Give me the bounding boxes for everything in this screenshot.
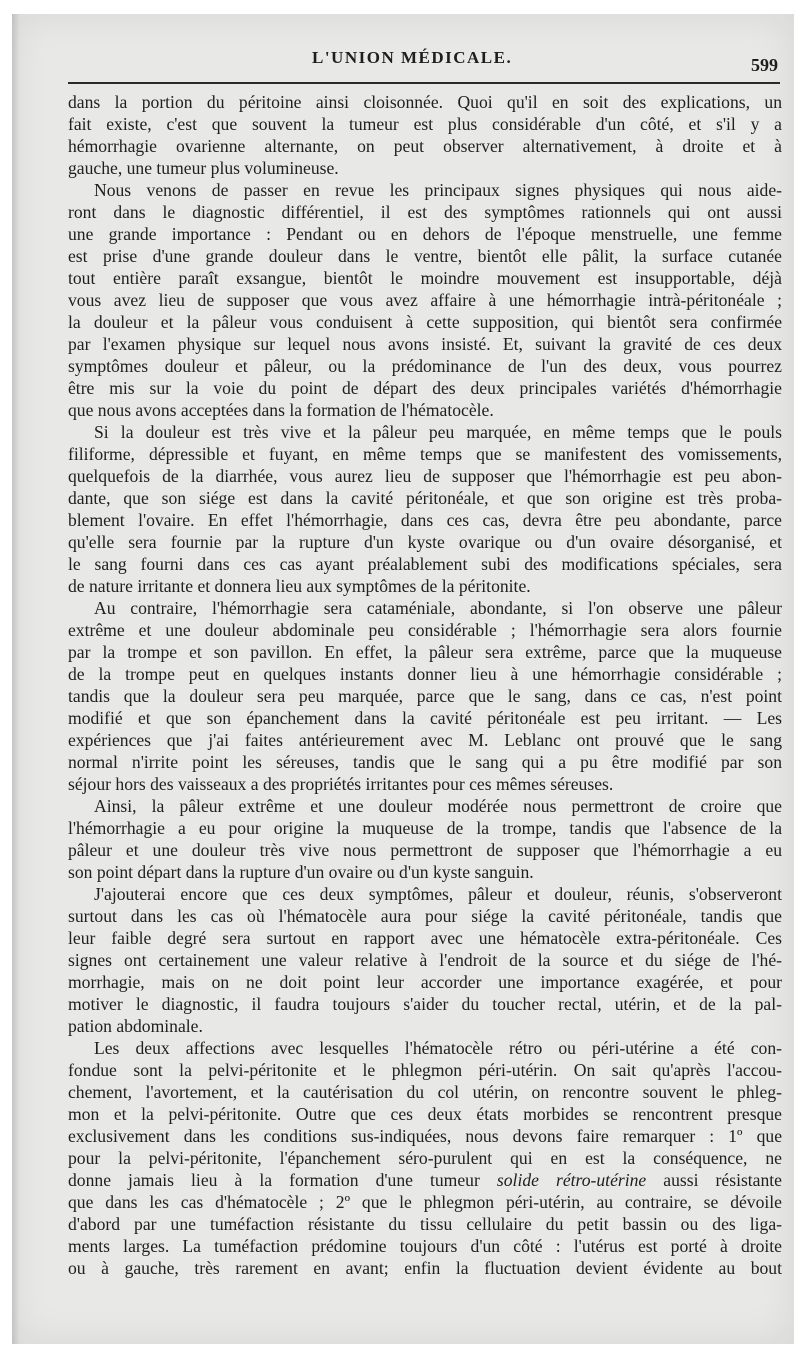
text-line: tandis que la douleur sera peu marquée, parce que le sang, dans ce cas, n'est point [68,686,782,706]
text-line: de la trompe peut en quelques instants donner lieu à une hémorrhagie considérable ; [68,664,782,684]
text-line: séjour hors des vaisseaux a des propriétés irritantes pour ces mêmes séreuses. [68,774,614,794]
text-line: Les deux affections avec lesquelles l'hématocèle rétro ou péri-utérine a été con- [94,1038,782,1058]
page-header [12,42,794,82]
page-edge-shadow [12,14,20,1344]
text-line: le sang fourni dans ces cas ayant préalablement subi des modifications spéciales, sera [68,554,782,574]
text-line: pour la pelvi-péritonite, l'épanchement séro-purulent qui en est la conséquence, ne [68,1148,782,1168]
text-line: normal n'irrite point les séreuses, tandis que le sang qui a pu être modifié par son [68,752,782,772]
text-line: une grande importance : Pendant ou en dehors de l'époque menstruelle, une femme [68,224,782,244]
text-line: Au contraire, l'hémorrhagie sera cataméniale, abondante, si l'on observe une pâleur [94,598,782,618]
text-line: modifié et que son épanchement dans la cavité péritonéale est peu irritant. — Les [68,708,782,728]
text-line: ou à gauche, très rarement en avant; enfin la fluctuation devient évidente au bout [68,1258,782,1278]
text-line: mon et la pelvi-péritonite. Outre que ces deux états morbides se rencontrent presque [68,1104,782,1124]
body-text [68,91,782,1279]
text-line: ments larges. La tuméfaction prédomine toujours d'un côté : l'utérus est porté à droite [68,1236,782,1256]
text-line: son point départ dans la rupture d'un ovaire ou d'un kyste sanguin. [68,862,534,882]
book-page [12,14,794,1344]
italic-phrase: solide rétro-utérine [496,1170,647,1190]
text-line: blement l'ovaire. En effet l'hémorrhagie, dans ces cas, devra être peu abondante, parce [68,510,782,530]
running-title: L'UNION MÉDICALE. [312,48,513,67]
text-line: par la trompe et son pavillon. En effet, la pâleur sera extrême, parce que la muqueuse [68,642,782,662]
text-line: de nature irritante et donnera lieu aux symptômes de la péritonite. [68,576,531,596]
text-line: symptômes douleur et pâleur, ou la prédominance de l'un des deux, vous pourrez [68,356,782,376]
text-line: tout entière paraît exsangue, bientôt le moindre mouvement est insupportable, déjà [68,268,782,288]
text-line: qu'elle sera fournie par la rupture d'un kyste ovarique ou d'un ovaire désorganisé, et [68,532,782,552]
text-line: vous avez lieu de supposer que vous avez affaire à une hémorrhagie intrà-péritonéale ; [68,290,782,310]
text-line: expériences que j'ai faites antérieurement avec M. Leblanc ont prouvé que le sang [68,730,782,750]
text-line: gauche, une tumeur plus volumineuse. [68,158,339,178]
text-line: est prise d'une grande douleur dans le ventre, bientôt elle pâlit, la surface cutanée [68,246,782,266]
text-line: motiver le diagnostic, il faudra toujours s'aider du toucher rectal, utérin, et de la pal- [68,994,782,1014]
text-line: Nous venons de passer en revue les principaux signes physiques qui nous aide- [94,180,782,200]
text-line: d'abord par une tuméfaction résistante du tissu cellulaire du petit bassin ou des liga- [68,1214,782,1234]
text-line: chement, l'avortement, et la cautérisation du col utérin, on rencontre souvent le phleg- [68,1082,782,1102]
text-segment: aussi résistante [646,1170,782,1190]
page-number: 599 [751,55,778,75]
text-line: hémorrhagie ovarienne alternante, on peut observer alternativement, à droite et à [68,136,782,156]
text-line: J'ajouterai encore que ces deux symptômes, pâleur et douleur, réunis, s'observeront [94,884,782,904]
text-line: la douleur et la pâleur vous conduisent à cette supposition, qui bientôt sera confirmée [68,312,782,332]
text-line: surtout dans les cas où l'hématocèle aura pour siége la cavité péritonéale, tandis que [68,906,782,926]
text-line: ront dans le diagnostic différentiel, il est des symptômes rationnels qui ont aussi [68,202,782,222]
text-line-with-italic [68,1169,782,1191]
text-line: par l'examen physique sur lequel nous avons insisté. Et, suivant la gravité de ces deux [68,334,782,354]
header-rule [68,82,780,84]
text-line: quelquefois de la diarrhée, vous aurez lieu de supposer que l'hémorrhagie est peu abon- [68,466,782,486]
text-line: l'hémorrhagie a eu pour origine la muqueuse de la trompe, tandis que l'absence de la [68,818,782,838]
text-line: pâleur et une douleur très vive nous permettront de supposer que l'hémorrhagie a eu [68,840,782,860]
text-line: exclusivement dans les conditions sus-indiquées, nous devons faire remarquer : 1º que [68,1126,782,1146]
text-line: signes ont certainement une valeur relative à l'endroit de la source et du siége de l'hé- [68,950,782,970]
text-line: dans la portion du péritoine ainsi cloisonnée. Quoi qu'il en soit des explications, un [68,92,782,112]
text-line: fondue sont la pelvi-péritonite et le phlegmon péri-utérin. On sait qu'après l'accou- [68,1060,782,1080]
text-line: que nous avons acceptées dans la formation de l'hématocèle. [68,400,494,420]
text-line: pation abdominale. [68,1016,203,1036]
text-line: morrhagie, mais on ne doit point leur accorder une importance exagérée, et pour [68,972,782,992]
text-line: dante, que son siége est dans la cavité péritonéale, et que son origine est très proba- [68,488,782,508]
text-line: filiforme, dépressible et fuyant, en même temps que se manifestent des vomissements, [68,444,782,464]
text-line: fait existe, c'est que souvent la tumeur est plus considérable d'un côté, et s'il y a [68,114,782,134]
text-line: être mis sur la voie du point de départ des deux principales variétés d'hémorrhagie [68,378,782,398]
text-line: leur faible degré sera surtout en rapport avec une hématocèle extra-péritonéale. Ces [68,928,782,948]
text-line: Ainsi, la pâleur extrême et une douleur modérée nous permettront de croire que [94,796,782,816]
text-line: Si la douleur est très vive et la pâleur peu marquée, en même temps que le pouls [94,422,782,442]
text-line: que dans les cas d'hématocèle ; 2º que le phlegmon péri-utérin, au contraire, se dévoile [68,1192,782,1212]
text-segment: donne jamais lieu à la formation d'une tumeur [68,1170,497,1190]
text-line: extrême et une douleur abdominale peu considérable ; l'hémorrhagie sera alors fournie [68,620,782,640]
